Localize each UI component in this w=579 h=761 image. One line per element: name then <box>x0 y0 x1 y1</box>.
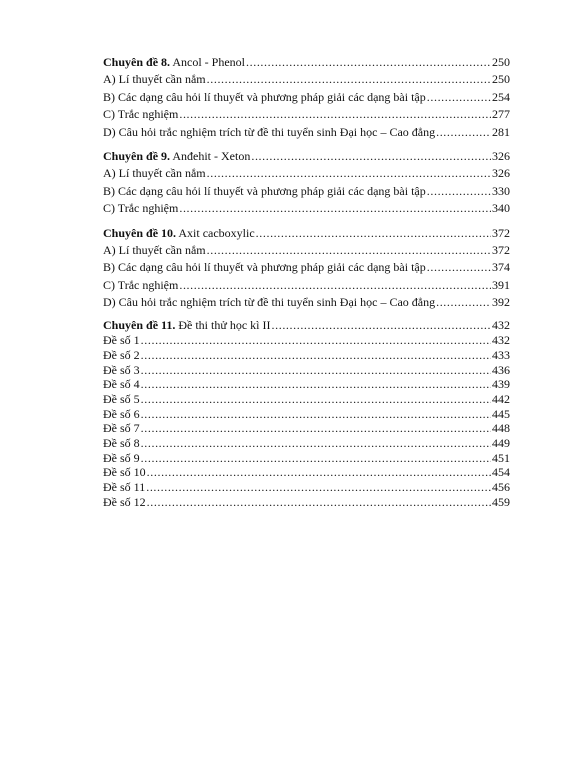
toc-entry[interactable] <box>103 106 510 123</box>
page-number: 451 <box>492 450 510 465</box>
entry-label: Đề số 6 <box>103 406 140 421</box>
section-title <box>103 54 245 71</box>
leader-dots <box>179 106 491 123</box>
toc-entry[interactable] <box>103 495 510 510</box>
toc-entry[interactable] <box>103 348 510 363</box>
leader-dots <box>427 89 491 106</box>
leader-dots <box>147 495 491 510</box>
toc-section-heading[interactable] <box>103 318 510 333</box>
leader-dots <box>141 407 491 422</box>
leader-dots <box>436 124 491 141</box>
entry-label: D) Câu hỏi trắc nghiệm trích từ đề thi tuyển sinh Đại học – Cao đẳng <box>103 124 436 139</box>
page-number: 372 <box>492 225 510 240</box>
page-number: 442 <box>492 391 510 406</box>
leader-dots <box>251 148 491 165</box>
entry-label: Đề số 10 <box>103 465 146 480</box>
entry-label: Đề số 5 <box>103 391 140 406</box>
leader-dots <box>272 318 491 333</box>
page-number: 391 <box>492 277 510 292</box>
entry-label: C) Trắc nghiệm <box>103 107 179 122</box>
toc-entry[interactable] <box>103 333 510 348</box>
section-name: Axit cacboxylic <box>176 225 255 240</box>
page-number: 459 <box>492 494 510 509</box>
leader-dots <box>141 333 491 348</box>
leader-dots <box>141 421 491 436</box>
toc-entry[interactable] <box>103 421 510 436</box>
leader-dots <box>207 242 491 259</box>
leader-dots <box>141 436 491 451</box>
page-number: 439 <box>492 377 510 392</box>
page-number: 250 <box>492 72 510 87</box>
leader-dots <box>427 259 491 276</box>
page-number: 432 <box>492 333 510 348</box>
toc-entry[interactable] <box>103 480 510 495</box>
entry-label: Đề số 1 <box>103 333 140 348</box>
entry-label: Đề số 4 <box>103 377 140 392</box>
toc-entry[interactable] <box>103 200 510 217</box>
page-number: 449 <box>492 435 510 450</box>
page-number: 326 <box>492 166 510 181</box>
leader-dots <box>246 54 491 71</box>
leader-dots <box>436 294 491 311</box>
toc-entry[interactable] <box>103 392 510 407</box>
toc-section <box>103 318 510 509</box>
toc-section <box>103 148 510 218</box>
toc-entry[interactable] <box>103 377 510 392</box>
section-title <box>103 148 250 165</box>
toc-entry[interactable] <box>103 465 510 480</box>
leader-dots <box>207 71 491 88</box>
entry-label: Đề số 11 <box>103 480 146 495</box>
entry-label: Đề số 2 <box>103 347 140 362</box>
toc-entry[interactable] <box>103 436 510 451</box>
toc-entry[interactable] <box>103 71 510 88</box>
section-prefix: Chuyên đề 9. <box>103 148 171 163</box>
page-number: 250 <box>492 55 510 69</box>
entry-label: D) Câu hỏi trắc nghiệm trích từ đề thi tuyển sinh Đại học – Cao đẳng <box>103 295 436 310</box>
entry-label: A) Lí thuyết cần nắm <box>103 72 206 87</box>
section-name: Ancol - Phenol <box>170 55 246 69</box>
page-number: 432 <box>492 318 510 333</box>
leader-dots <box>207 165 491 182</box>
section-prefix: Chuyên đề 8. <box>103 55 171 69</box>
entry-label: C) Trắc nghiệm <box>103 277 179 292</box>
leader-dots <box>179 277 491 294</box>
page-number: 436 <box>492 362 510 377</box>
toc-entry[interactable] <box>103 183 510 200</box>
toc-entry[interactable] <box>103 277 510 294</box>
page-number: 448 <box>492 421 510 436</box>
leader-dots <box>427 183 491 200</box>
leader-dots <box>141 348 491 363</box>
toc-entry[interactable] <box>103 165 510 182</box>
leader-dots <box>141 451 491 466</box>
toc-entry[interactable] <box>103 363 510 378</box>
page-number: 254 <box>492 89 510 104</box>
page-number: 392 <box>492 295 510 310</box>
page-number: 340 <box>492 201 510 216</box>
toc-section <box>103 54 510 141</box>
section-title <box>103 225 255 242</box>
section-name: Đề thi thử học kì II <box>175 318 271 333</box>
page-number: 330 <box>492 183 510 198</box>
page-number: 326 <box>492 148 510 163</box>
toc-entry[interactable] <box>103 451 510 466</box>
entry-label: B) Các dạng câu hỏi lí thuyết và phương pháp giải các dạng bài tập <box>103 183 426 198</box>
toc-section-heading[interactable] <box>103 148 510 165</box>
page-number: 277 <box>492 107 510 122</box>
leader-dots <box>141 363 491 378</box>
page-number: 454 <box>492 465 510 480</box>
toc-entry[interactable] <box>103 89 510 106</box>
entry-label: Đề số 8 <box>103 435 140 450</box>
entry-label: Đề số 7 <box>103 421 140 436</box>
leader-dots <box>146 480 491 495</box>
entry-label: Đề số 3 <box>103 362 140 377</box>
entry-label: B) Các dạng câu hỏi lí thuyết và phương pháp giải các dạng bài tập <box>103 89 426 104</box>
leader-dots <box>141 377 491 392</box>
page-number: 456 <box>492 480 510 495</box>
entry-label: C) Trắc nghiệm <box>103 201 179 216</box>
toc-entry[interactable] <box>103 407 510 422</box>
section-title <box>103 318 271 333</box>
section-prefix: Chuyên đề 10. <box>103 225 177 240</box>
entry-label: B) Các dạng câu hỏi lí thuyết và phương pháp giải các dạng bài tập <box>103 260 426 275</box>
toc-entry[interactable] <box>103 294 510 311</box>
toc-entry[interactable] <box>103 124 510 141</box>
toc-entry[interactable] <box>103 259 510 276</box>
page-number: 433 <box>492 347 510 362</box>
entry-label: Đề số 9 <box>103 450 140 465</box>
toc-entry[interactable] <box>103 242 510 259</box>
toc-section-heading[interactable] <box>103 225 510 242</box>
leader-dots <box>141 392 491 407</box>
leader-dots <box>179 200 491 217</box>
table-of-contents <box>103 54 510 516</box>
toc-section-heading[interactable] <box>103 54 510 71</box>
page-number: 281 <box>492 124 510 139</box>
entry-label: A) Lí thuyết cần nắm <box>103 242 206 257</box>
page-number: 372 <box>492 242 510 257</box>
section-name: Anđehit - Xeton <box>170 148 251 163</box>
entry-label: Đề số 12 <box>103 494 146 509</box>
entry-label: A) Lí thuyết cần nắm <box>103 166 206 181</box>
page-number: 445 <box>492 406 510 421</box>
leader-dots <box>147 465 491 480</box>
toc-section <box>103 225 510 312</box>
leader-dots <box>256 225 491 242</box>
page-number: 374 <box>492 260 510 275</box>
section-prefix: Chuyên đề 11. <box>103 318 176 333</box>
